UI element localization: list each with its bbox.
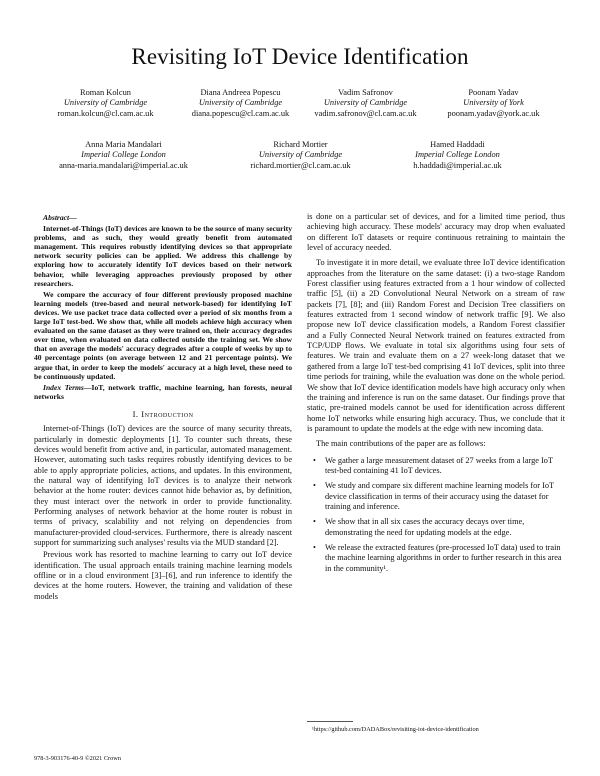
author-name: Anna Maria Mandalari <box>85 140 162 149</box>
author-name: Vadim Safronov <box>338 88 393 97</box>
left-column <box>34 213 292 602</box>
intro-paragraph-2: Previous work has resorted to machine learning to carry out IoT device identification. The usual approach entails training machine learning models offline or in a cloud environment [3]–[6], and run inference to identify the devices at the home routers. However, the training and validation of these models <box>34 550 292 601</box>
list-item-text: We study and compare six different machine learning models for IoT device classification in terms of their accuracy using the dataset for training and inference. <box>325 481 554 511</box>
index-terms-lead: Index Terms <box>43 382 84 392</box>
list-item-text: We show that in all six cases the accuracy decays over time, demonstrating the need for updating models at the edge. <box>325 517 525 537</box>
author-email: anna-maria.mandalari@imperial.ac.uk <box>59 160 188 170</box>
author-email: roman.kolcun@cl.cam.ac.uk <box>57 108 154 118</box>
body-paragraph-0: is done on a particular set of devices, and for a limited time period, thus achieving high accuracy. These models' accuracy may drop when evaluated on different IoT datasets or require continuous retraining to maintain the level of accuracy needed. <box>307 212 565 253</box>
author-affiliation: University of Cambridge <box>258 150 343 160</box>
author-affiliation: University of Cambridge <box>198 98 283 108</box>
author-block-4 <box>406 88 581 119</box>
footnote-rule <box>307 721 353 722</box>
right-column <box>307 212 565 579</box>
isbn-copyright: 978-3-903176-40-9 ©2021 Crown <box>34 755 121 762</box>
paper-title: Revisiting IoT Device Identification <box>131 44 469 69</box>
list-item-text: We gather a large measurement dataset of 27 weeks from a large IoT test-bed containing 41 IoT devices. <box>325 455 553 475</box>
abstract-paragraph-2: We compare the accuracy of four different previously proposed machine learning models (tree-based and neural network-based) for identifying IoT devices. We use packet trace data collected over a period of six months from a large IoT test-bed. We show that, while all models achieve high accuracy when evaluated on the same dataset as they were trained on, their accuracy degrades over time, when evaluated on data collected outside the training set. We show that on average the models' accuracy degrades after a couple of weeks by up to 40 percentage points (on average between 12 and 21 percentage points). We argue that, in order to keep the models' accuracy at a high level, these need to be continuously updated. <box>34 289 292 381</box>
bullet-icon: • <box>313 481 316 491</box>
author-name: Poonam Yadav <box>468 88 519 97</box>
author-block-6 <box>213 140 388 171</box>
author-affiliation: Imperial College London <box>415 150 500 160</box>
list-item-text: We release the extracted features (pre-processed IoT data) used to train the machine learning algorithms in order to further research in this area in the community¹. <box>325 542 562 573</box>
list-item <box>313 455 565 477</box>
index-terms-text: —IoT, network traffic, machine learning, han forests, neural networks <box>34 382 292 401</box>
author-affiliation: University of Cambridge <box>63 98 148 108</box>
author-affiliation: University of York <box>463 98 524 108</box>
contributions-list <box>307 456 565 574</box>
author-email: poonam.yadav@york.ac.uk <box>447 108 540 118</box>
body-paragraph-1: To investigate it in more detail, we evaluate three IoT device identification approaches from the literature on the same dataset: (i) a two-stage Random Forest classifier using features extracted from a 1 hour window of collected traffic [5], (ii) a 2D Convolutional Neural Network on a stream of raw packets [7], [8]; and (iii) Random Forest and Decision Tree classifiers on features extracted from 1 second window of network traffic [9]. We also propose new IoT device classification models, a Random Forest classifier and a Fully Connected Neural Network trained on features extracted from TCP/UDP flows. We evaluate in total six algorithms using four sets of features. We train and evaluate them on a 27 week-long dataset that we gathered from a large IoT test-bed comprising 41 IoT devices, split into three time periods for training, while the evaluation was done on the whole period. We show that IoT device identification models have high accuracy only when the training and inference is run on the same dataset. Our findings prove that static, pre-trained models cannot be used for identification across different home IoT networks while ensuring high accuracy. Thus, we conclude that it is paramount to update the models at the edge with new incoming data. <box>307 258 565 433</box>
bullet-icon: • <box>313 517 316 527</box>
author-name: Diana Andreea Popescu <box>200 88 281 97</box>
author-affiliation: Imperial College London <box>81 150 166 160</box>
abstract-lead: Abstract— <box>43 213 77 222</box>
intro-paragraph-1: Internet-of-Things (IoT) devices are the source of many security threats, particularly in domestic deployments [1]. To counter such threats, these devices would benefit from active and, in particular, automated management. However, automating such tasks requires robustly identifying devices to be able to apply appropriate policies, actions, and updates. In this environment, the natural way of identifying IoT devices is to analyze their network behavior at the home router: devices cannot hide behavior as, by definition, they must interact over the network in order to provide functionality. Performing analyses of network behavior at the home router is robust in terms of privacy, scalability and not relying on dependencies from manufacturer-provided cloud-services. Furthermore, there is already nascent support for summarizing such analyses' results via the MUD standard [2]. <box>34 424 292 547</box>
author-affiliation: University of Cambridge <box>323 98 408 108</box>
list-item <box>313 542 565 574</box>
bullet-icon: • <box>313 455 316 465</box>
author-email: richard.mortier@cl.cam.ac.uk <box>250 160 351 170</box>
footnote-link: ¹https://github.com/DADABox/revisiting-iot-device-identification <box>312 726 479 733</box>
abstract-paragraph-1: Internet-of-Things (IoT) devices are known to be the source of many security problems, and as such, they would greatly benefit from automated management. This requires robustly identifying devices so that appropriate network security policies can be applied. We address this challenge by exploring how to accurately identify IoT devices based on their network behavior, while leveraging approaches previously proposed by other researchers. <box>34 224 292 288</box>
list-item <box>313 481 565 512</box>
author-name: Hamed Haddadi <box>430 140 485 149</box>
author-name: Richard Mortier <box>273 140 328 149</box>
bullet-icon: • <box>313 542 316 552</box>
author-block-7 <box>370 140 545 171</box>
author-email: h.haddadi@imperial.ac.uk <box>413 160 502 170</box>
author-block-5 <box>36 140 211 171</box>
section-title: Introduction <box>141 408 194 419</box>
author-email: vadim.safronov@cl.cam.ac.uk <box>314 108 417 118</box>
author-name: Roman Kolcun <box>80 88 131 97</box>
list-item <box>313 517 565 538</box>
abstract <box>34 213 292 401</box>
body-paragraph-2: The main contributions of the paper are as follows: <box>316 439 486 449</box>
section-heading <box>34 409 292 419</box>
author-email: diana.popescu@cl.cam.ac.uk <box>191 108 290 118</box>
section-numeral: I. <box>132 408 139 419</box>
